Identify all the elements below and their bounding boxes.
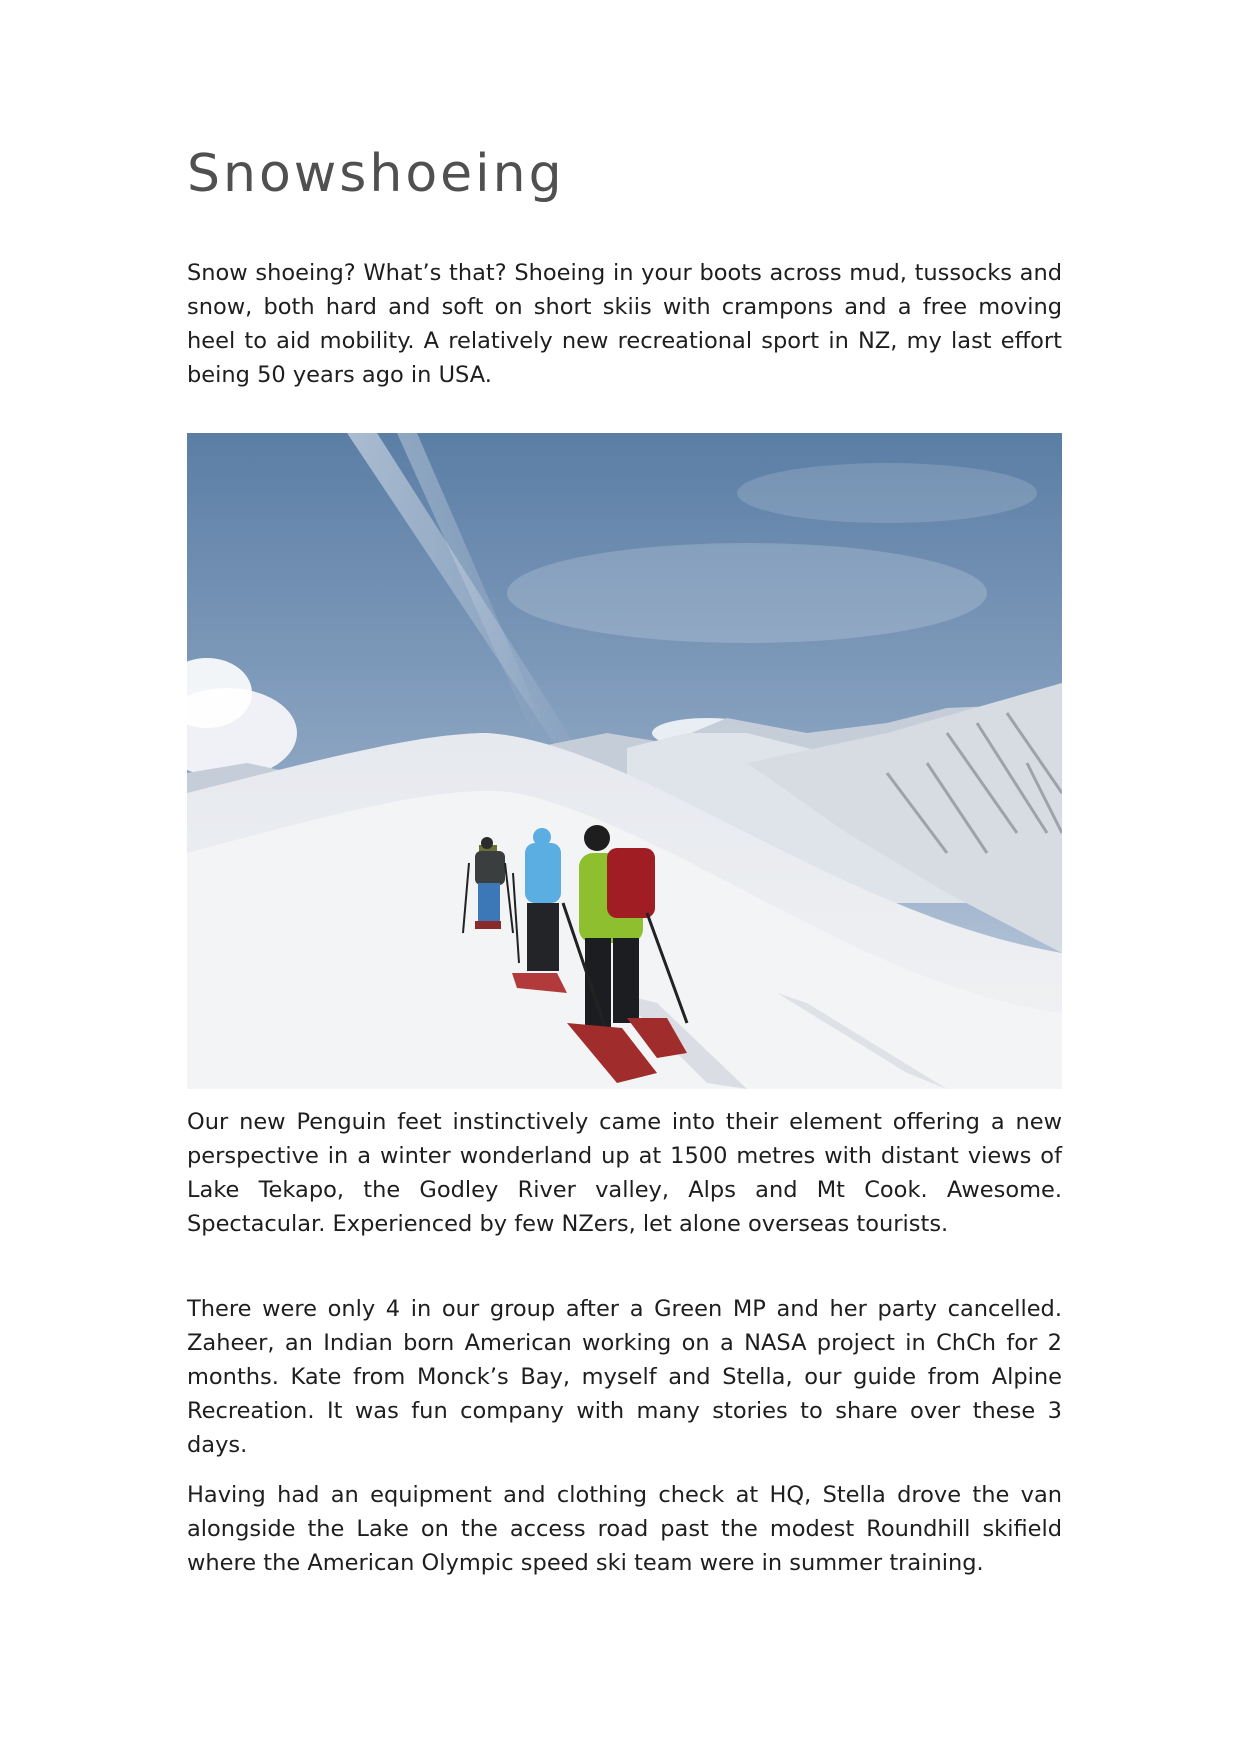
paragraph-equipment-check: Having had an equipment and clothing check at HQ, Stella drove the van alongside the Lake on the access road past the modest Roundhill skifield where the American Olympic speed ski team were in summer training. xyxy=(187,1482,1062,1576)
paragraph-penguin-feet: Our new Penguin feet instinctively came into their element offering a new perspective in a winter wonderland up at 1500 metres with distant views of Lake Tekapo, the Godley River valley, Alps and Mt Cook. Awesome. Spectacular. Experienced by few NZers, let alone overseas tourists. xyxy=(187,1109,1062,1237)
paragraph-group: There were only 4 in our group after a Green MP and her party cancelled. Zaheer, an Indian born American working on a NASA project in ChCh for 2 months. Kate from Monck’s Bay, myself and Stella, our guide from Alpine Recreation. It was fun company with many stories to share over these 3 days. xyxy=(187,1296,1062,1458)
snowshoeing-photo xyxy=(187,433,1062,1089)
page-title: Snowshoeing xyxy=(187,144,565,204)
paragraph-intro: Snow shoeing? What’s that? Shoeing in your boots across mud, tussocks and snow, both hard and soft on short skiis with crampons and a free moving heel to aid mobility. A relatively new recreational sport in NZ, my last effort being 50 years ago in USA. xyxy=(187,260,1062,388)
